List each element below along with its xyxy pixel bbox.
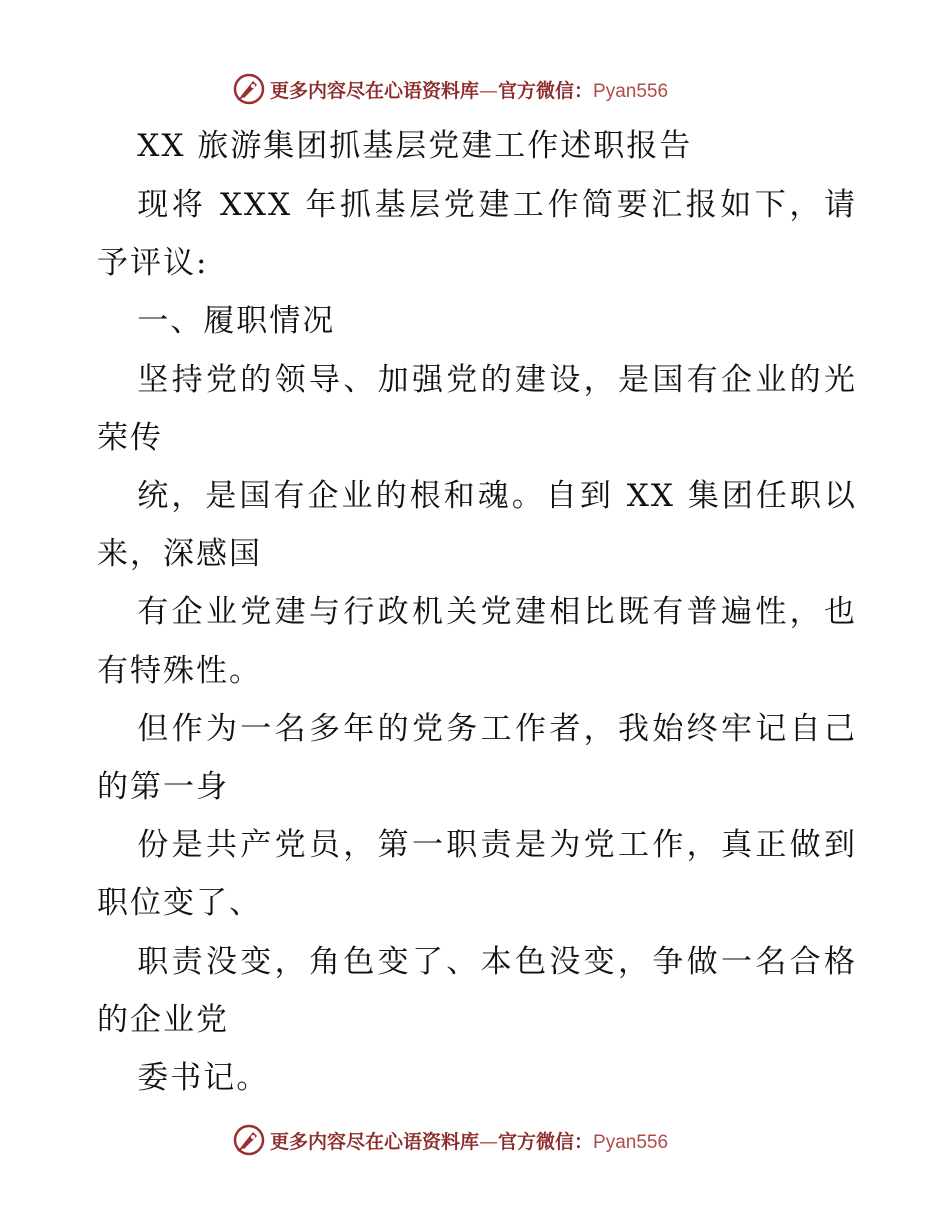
paragraph: 坚持党的领导、加强党的建设，是国有企业的光荣传 [97, 361, 857, 456]
paragraph: 现将 XXX 年抓基层党建工作简要汇报如下，请予评议: [97, 187, 857, 282]
watermark-text: 更多内容尽在心语资料库—官方微信：Pyan556 [270, 79, 669, 102]
footer-watermark [232, 1123, 668, 1157]
pen-nib-logo-icon [232, 72, 266, 106]
paragraph: 但作为一名多年的党务工作者，我始终牢记自己的第一身 [97, 710, 857, 806]
document-body [97, 116, 857, 1107]
document-title: XX 旅游集团抓基层党建工作述职报告 [137, 128, 693, 164]
paragraph: 有企业党建与行政机关党建相比既有普遍性，也有特殊性。 [97, 594, 857, 689]
paragraph: 份是共产党员，第一职责是为党工作，真正做到职位变了、 [97, 827, 857, 922]
header-watermark [232, 72, 668, 106]
section-heading: 一、履职情况 [137, 303, 336, 340]
pen-nib-logo-icon [232, 1123, 266, 1157]
watermark-text: 更多内容尽在心语资料库—官方微信：Pyan556 [270, 1130, 669, 1153]
paragraph: 统，是国有企业的根和魂。自到 XX 集团任职以来，深感国 [97, 478, 857, 573]
paragraph: 委书记。 [137, 1060, 270, 1097]
paragraph: 职责没变，角色变了、本色没变，争做一名合格的企业党 [97, 943, 857, 1038]
